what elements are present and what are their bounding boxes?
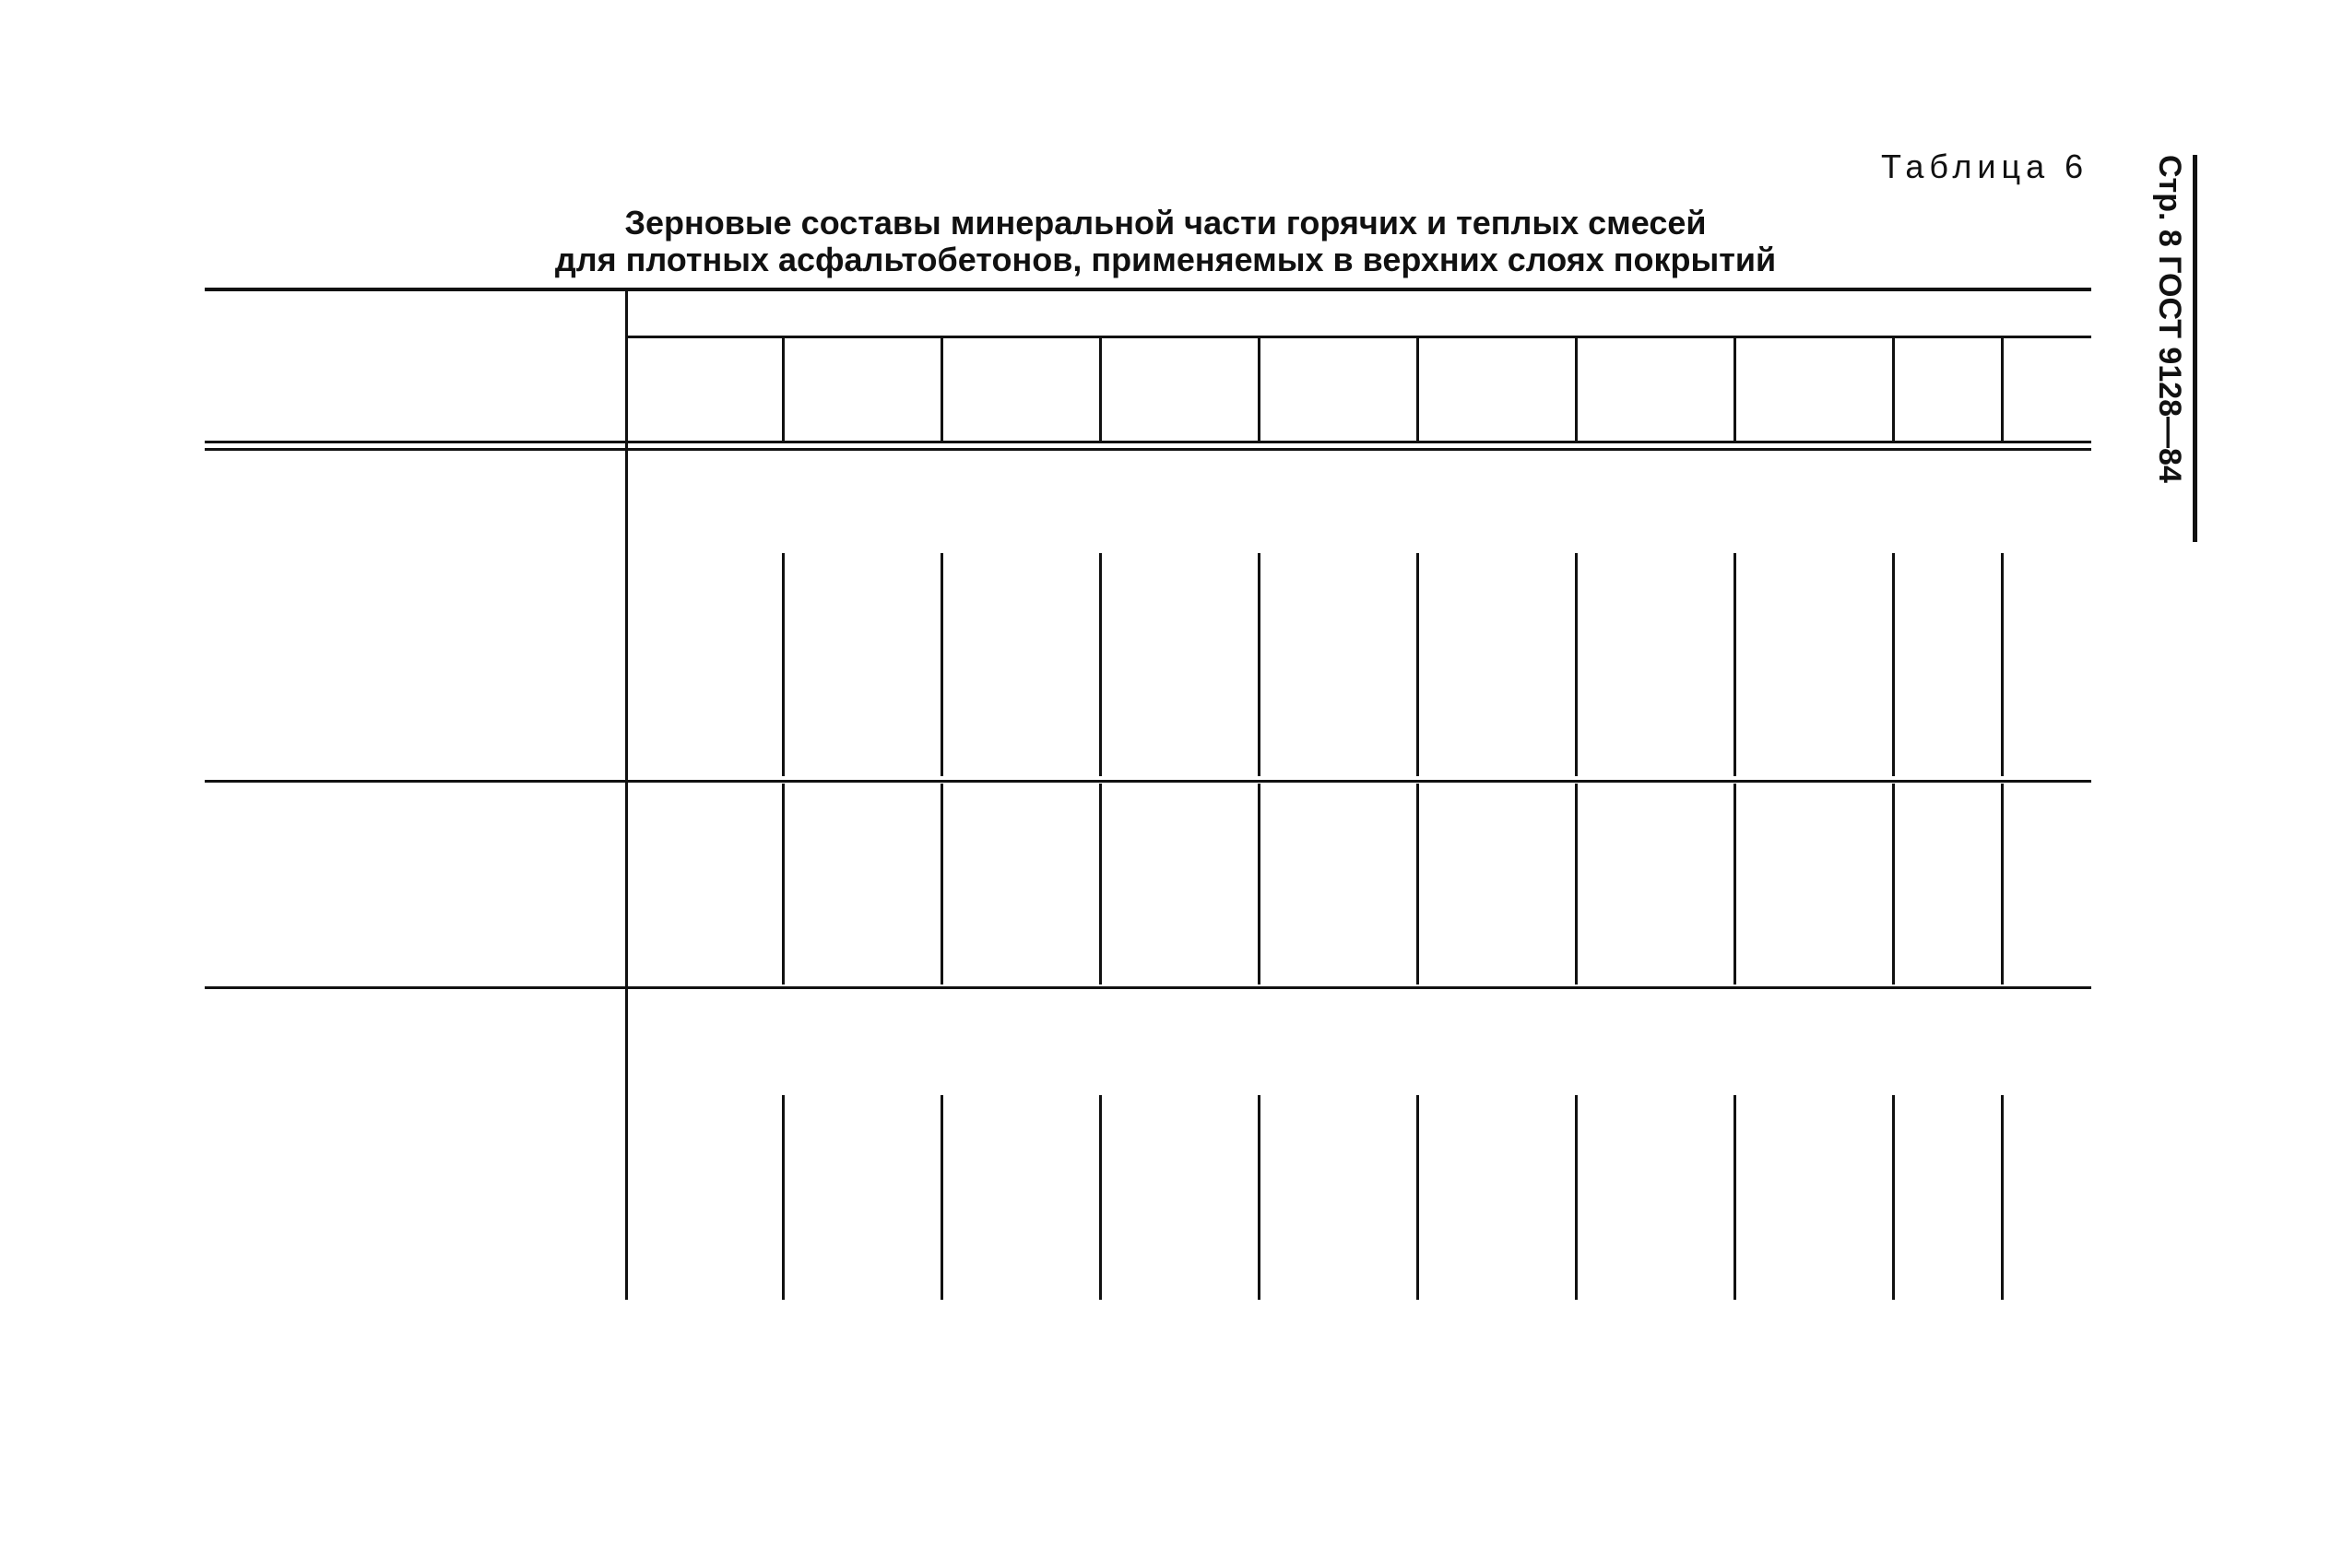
column-header-size — [1892, 378, 2001, 415]
body-column-divider — [1099, 1095, 1102, 1300]
section-separator — [205, 986, 2091, 989]
header-bottom-rule-1 — [205, 441, 2091, 443]
body-column-divider — [1575, 784, 1578, 984]
header-bottom-rule-2 — [205, 448, 2091, 451]
body-column-divider — [1892, 553, 1895, 776]
body-column-divider — [1416, 1095, 1419, 1300]
column-header-size — [1575, 378, 1733, 415]
body-column-divider — [2001, 784, 2004, 984]
header-top-rule — [205, 288, 2091, 291]
body-column-divider — [1416, 784, 1419, 984]
table-title-line-2: для плотных асфальтобетонов, применяемых в верхних слоях покрытий — [554, 241, 1777, 278]
header-group-rule — [625, 336, 2091, 338]
column-header-size — [1099, 378, 1258, 415]
body-column-divider — [1099, 553, 1102, 776]
column-header-size — [1416, 378, 1575, 415]
body-column-divider — [782, 553, 785, 776]
body-column-divider — [782, 1095, 785, 1300]
table-number-label: Таблица 6 — [1881, 147, 2089, 185]
body-column-divider — [1575, 553, 1578, 776]
column-header-size — [1733, 378, 1892, 415]
body-column-divider — [941, 553, 943, 776]
column-header-size — [941, 378, 1099, 415]
body-column-divider — [1258, 553, 1260, 776]
body-column-divider — [1733, 1095, 1736, 1300]
side-header-text: Стр. 8 ГОСТ 9128—84 — [2152, 155, 2187, 483]
body-column-divider — [1258, 784, 1260, 984]
body-column-divider — [941, 784, 943, 984]
body-column-divider — [1733, 553, 1736, 776]
column-header-size — [782, 378, 941, 415]
column-header-size — [2001, 378, 2091, 415]
group-separator-1 — [205, 780, 2091, 783]
body-column-divider — [1258, 1095, 1260, 1300]
body-column-divider — [2001, 553, 2004, 776]
page-side-header — [2137, 155, 2197, 542]
table-title-line-1: Зерновые составы минеральной части горячих и теплых смесей — [624, 204, 1707, 242]
body-column-divider — [2001, 1095, 2004, 1300]
column-header-size — [625, 378, 782, 415]
body-column-divider — [782, 784, 785, 984]
body-column-divider — [1892, 1095, 1895, 1300]
body-column-divider — [1733, 784, 1736, 984]
body-column-divider — [941, 1095, 943, 1300]
body-column-divider — [1575, 1095, 1578, 1300]
column-header-size — [1258, 378, 1416, 415]
body-column-divider — [1416, 553, 1419, 776]
column-divider-name — [625, 288, 628, 1300]
body-column-divider — [1892, 784, 1895, 984]
body-column-divider — [1099, 784, 1102, 984]
